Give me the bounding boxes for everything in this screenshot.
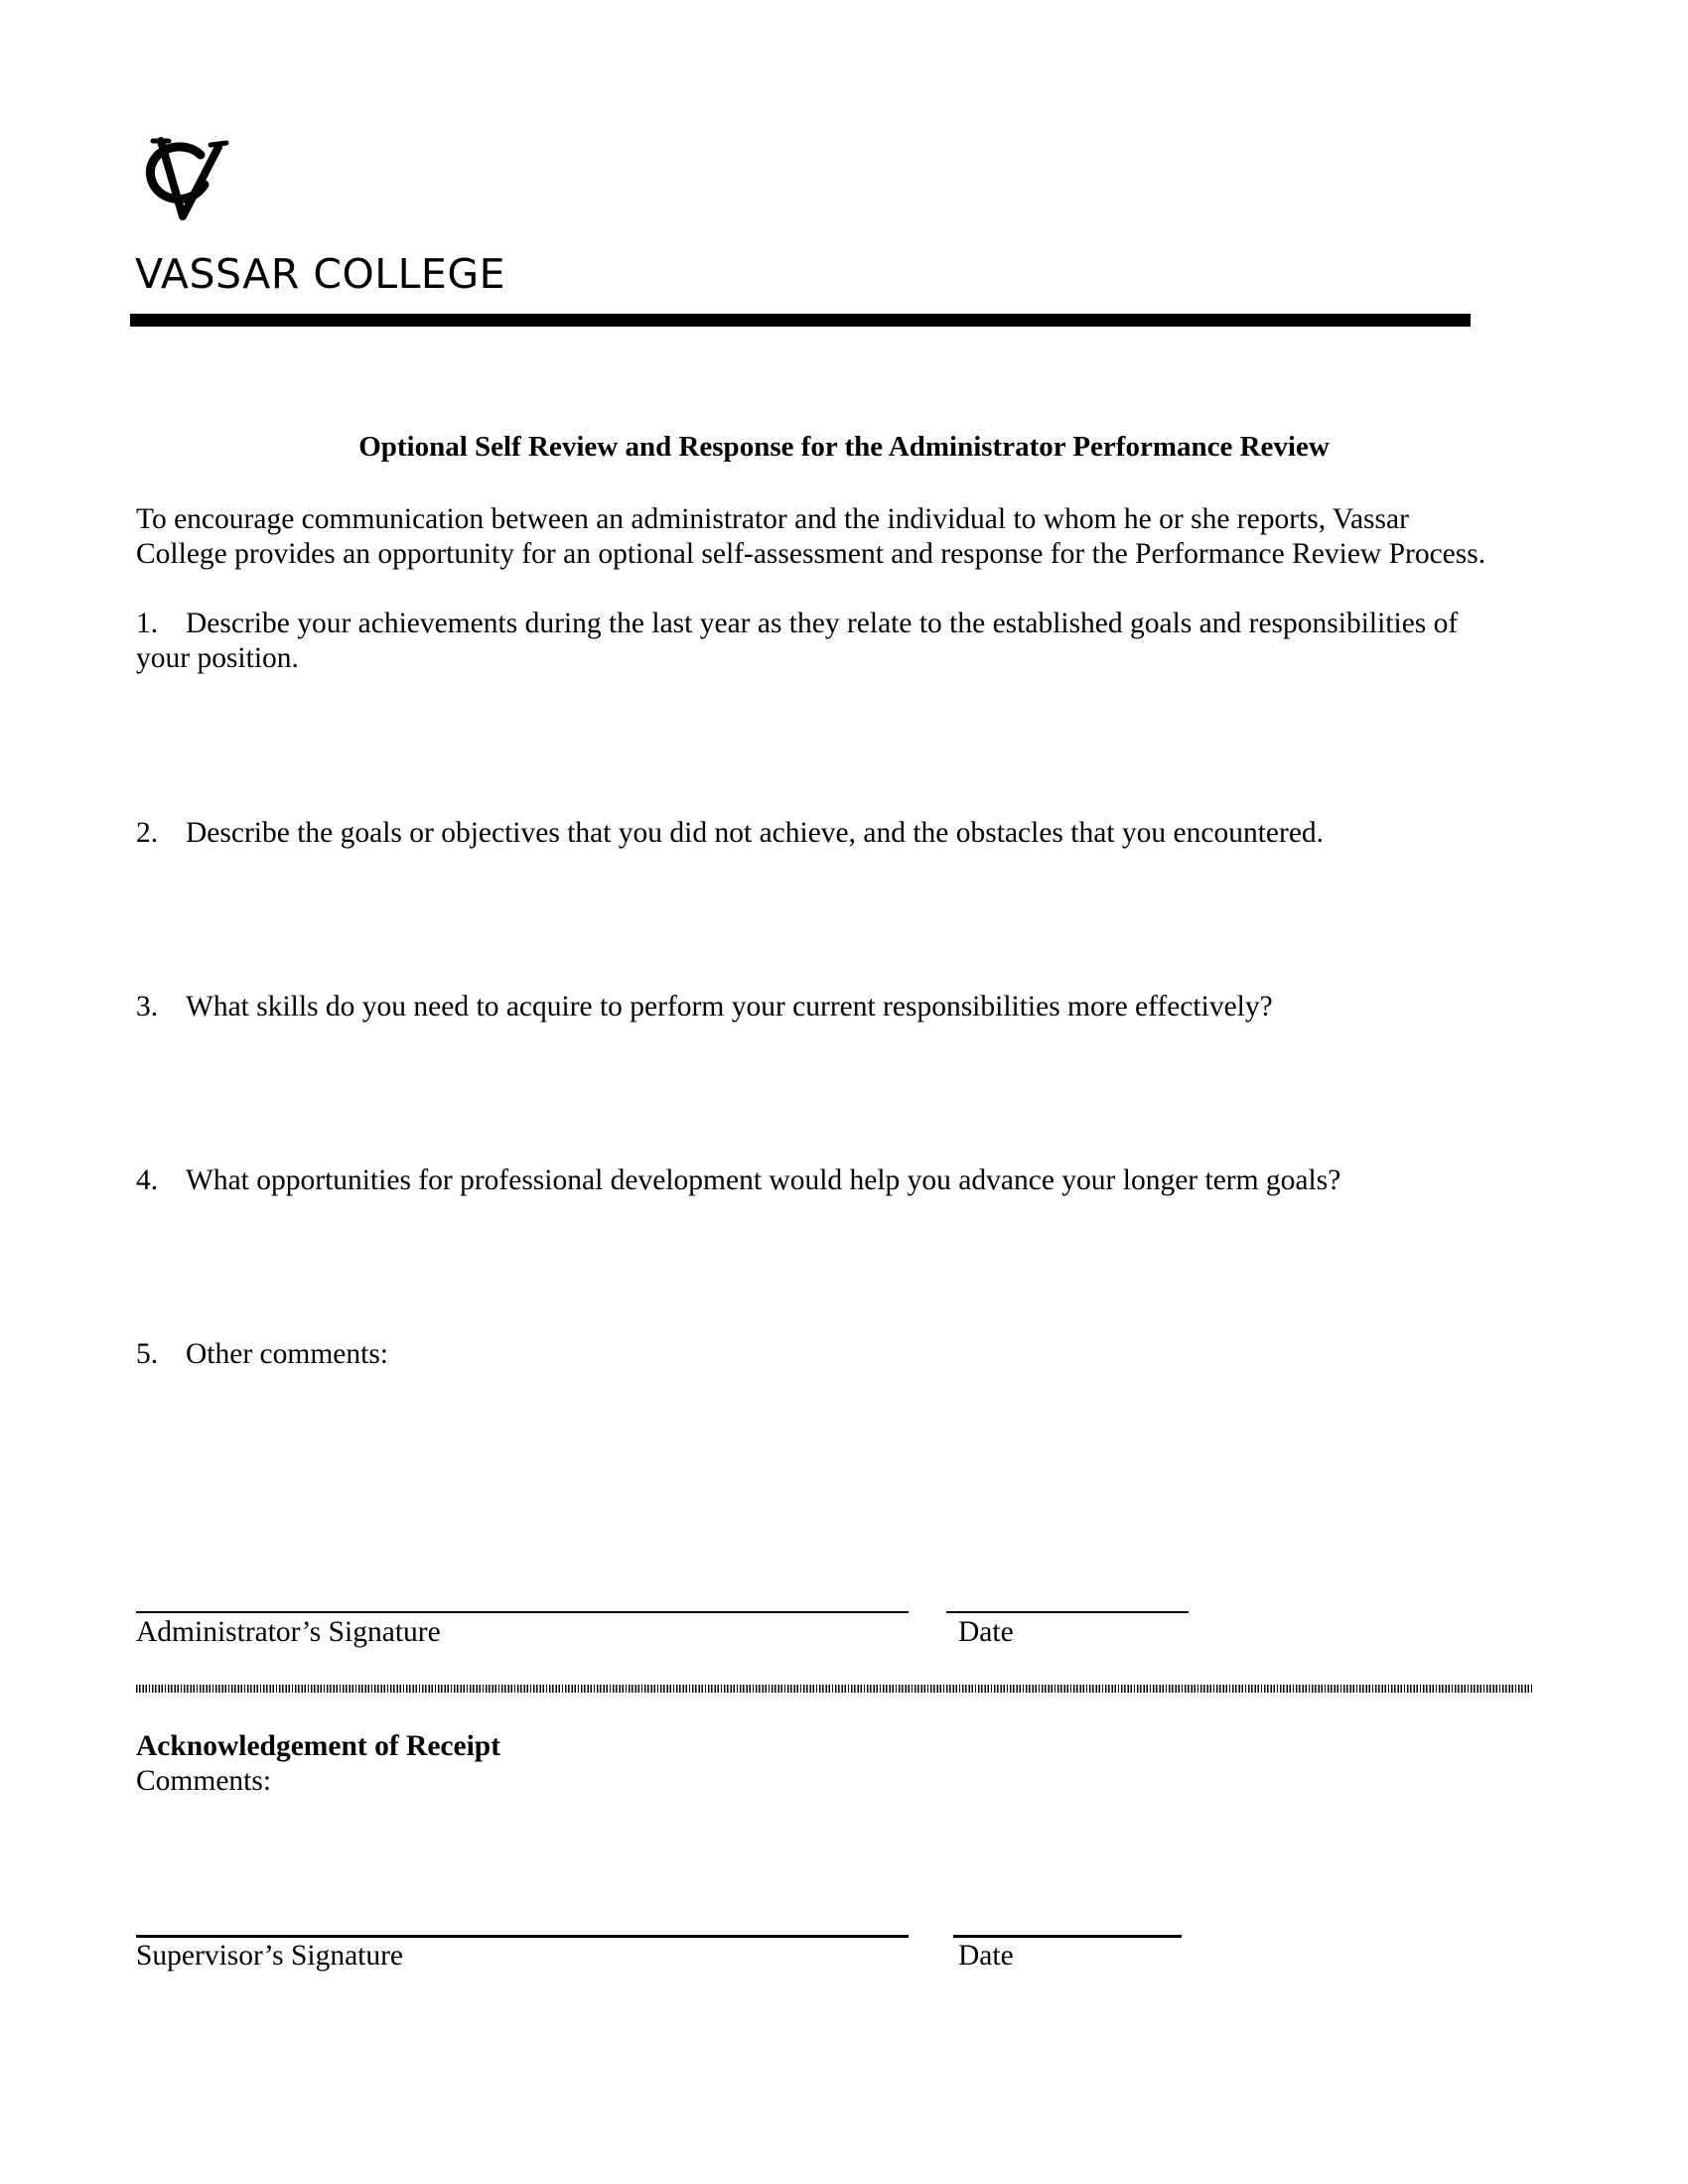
- intro-line: To encourage communication between an administrator and the individual to whom he or she reports, Vassar: [136, 503, 1409, 535]
- question-text: Describe your achievements during the last year as they relate to the established goals and responsibilities of: [186, 608, 1459, 639]
- question-3: [136, 990, 1526, 1024]
- question-4: [136, 1163, 1526, 1198]
- question-text: Describe the goals or objectives that you did not achieve, and the obstacles that you encountered.: [186, 817, 1325, 849]
- supervisor-signature-line[interactable]: [136, 1935, 909, 1938]
- question-text: Other comments:: [186, 1338, 388, 1370]
- supervisor-date-line[interactable]: [953, 1935, 1182, 1938]
- intro-line: College provides an opportunity for an optional self-assessment and response for the Performance Review Process.: [136, 538, 1486, 570]
- intro-paragraph: [136, 502, 1546, 572]
- acknowledgement-comments-label: Comments:: [136, 1765, 272, 1797]
- admin-date-line[interactable]: [946, 1611, 1189, 1613]
- vassar-vc-logo: [139, 133, 234, 224]
- question-number: 2.: [136, 817, 159, 849]
- college-name: VASSAR COLLEGE: [135, 250, 506, 298]
- question-number: 5.: [136, 1338, 159, 1370]
- admin-signature-label: Administrator’s Signature: [136, 1616, 441, 1648]
- supervisor-date-label: Date: [958, 1940, 1014, 1972]
- question-text: What skills do you need to acquire to perform your current responsibilities more effectively?: [186, 991, 1273, 1023]
- question-number: 3.: [136, 991, 159, 1023]
- header-rule: [130, 314, 1471, 327]
- question-number: 1.: [136, 608, 159, 639]
- question-5: [136, 1337, 1526, 1372]
- question-number: 4.: [136, 1164, 159, 1196]
- admin-signature-line[interactable]: [136, 1611, 909, 1613]
- admin-date-label: Date: [958, 1616, 1014, 1648]
- question-2: [136, 816, 1526, 851]
- dotted-separator: [136, 1685, 1534, 1693]
- form-title: Optional Self Review and Response for the Administrator Performance Review: [358, 431, 1330, 463]
- question-text-continued: your position.: [136, 642, 299, 674]
- supervisor-signature-label: Supervisor’s Signature: [136, 1940, 404, 1972]
- acknowledgement-heading: Acknowledgement of Receipt: [136, 1730, 501, 1762]
- question-1: [136, 607, 1526, 676]
- question-text: What opportunities for professional development would help you advance your longer term goals?: [186, 1164, 1341, 1196]
